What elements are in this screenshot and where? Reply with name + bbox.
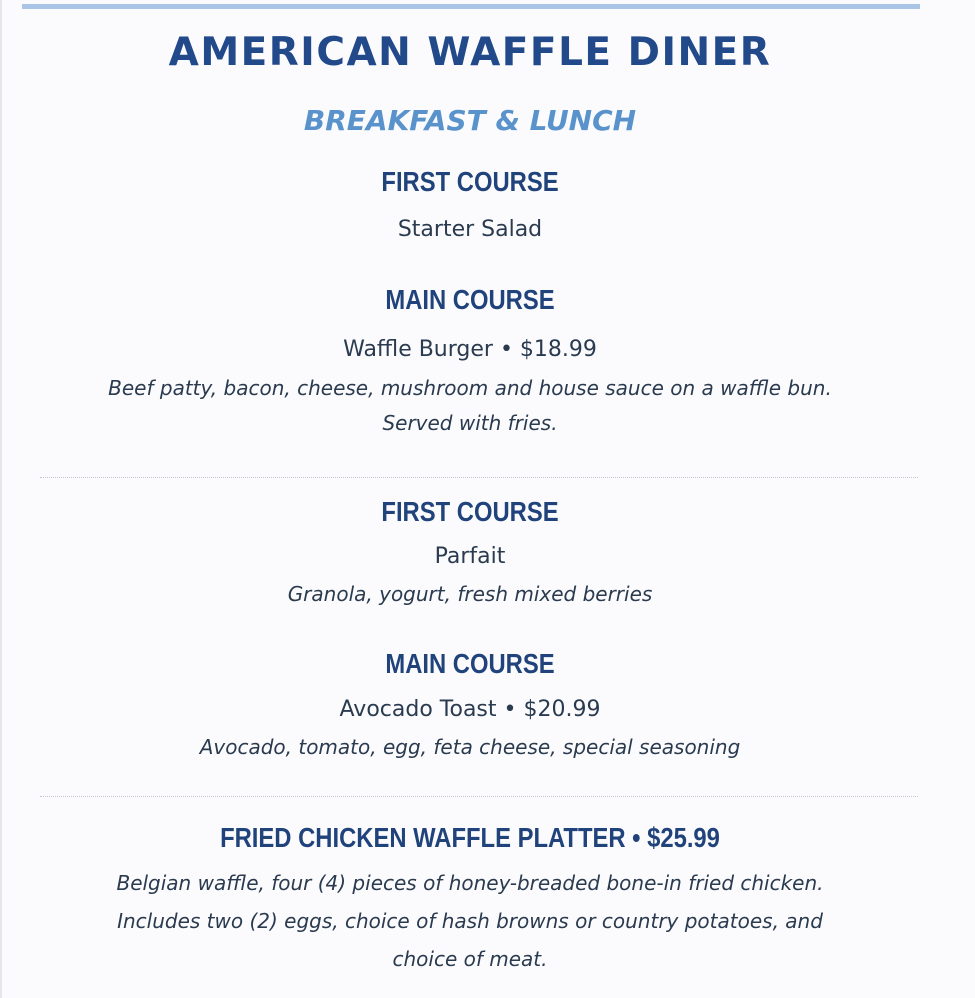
combo2-main-course-heading: MAIN COURSE (385, 648, 555, 679)
combo2-first-course-item: Parfait (434, 544, 506, 569)
combo1-main-course-item: Waffle Burger • $18.99 (343, 337, 597, 362)
combo1-first-course-heading: FIRST COURSE (381, 166, 559, 197)
combo1-main-course-desc-line1: Beef patty, bacon, cheese, mushroom and house sauce on a waffle bun. (108, 376, 832, 400)
platter-desc-line3: choice of meat. (392, 947, 548, 971)
restaurant-title: AMERICAN WAFFLE DINER (168, 30, 772, 75)
combo2-main-course-desc: Avocado, tomato, egg, feta cheese, special seasoning (199, 735, 741, 759)
menu-subtitle: BREAKFAST & LUNCH (303, 104, 637, 137)
section-divider (40, 796, 918, 797)
combo1-first-course-item: Starter Salad (397, 217, 543, 242)
combo1-main-course-desc-line2: Served with fries. (382, 411, 558, 435)
combo2-first-course-heading: FIRST COURSE (381, 496, 559, 527)
combo2-main-course-item: Avocado Toast • $20.99 (339, 697, 601, 722)
combo1-main-course-heading: MAIN COURSE (385, 284, 555, 315)
platter-desc-line2: Includes two (2) eggs, choice of hash browns or country potatoes, and (117, 909, 823, 933)
platter-heading: FRIED CHICKEN WAFFLE PLATTER • $25.99 (220, 822, 720, 853)
combo2-first-course-desc: Granola, yogurt, fresh mixed berries (287, 582, 653, 606)
section-divider (40, 477, 918, 478)
platter-desc-line1: Belgian waffle, four (4) pieces of honey-breaded bone-in fried chicken. (116, 871, 824, 895)
